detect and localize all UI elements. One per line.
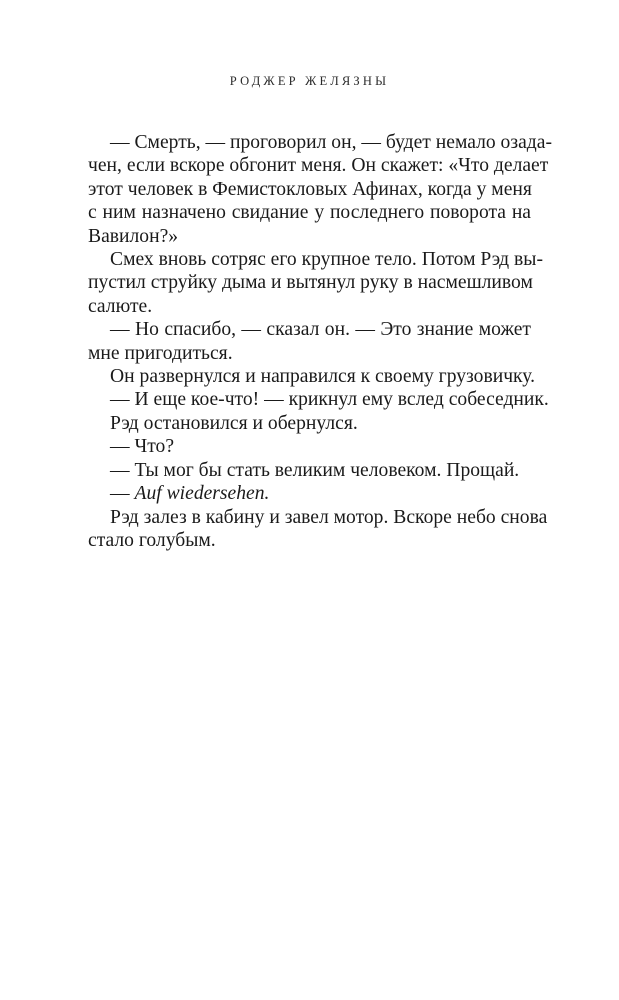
text-line [88,482,531,505]
text-line: — И еще кое-что! — крикнул ему вслед собеседник. [110,389,549,411]
text-line: — Ты мог бы стать великим человеком. Прощай. [110,459,520,481]
paragraph [88,482,531,505]
text-line: мне пригодиться. [88,342,233,364]
paragraph [88,459,531,482]
text-line: Смех вновь сотряс его крупное тело. Потом Рэд вы- [110,249,543,271]
paragraph [88,435,531,458]
text-line: Рэд остановился и обернулся. [110,412,358,434]
paragraph [88,365,536,388]
text-line: — Смерть, — проговорил он, — будет немало озада- [110,132,552,153]
text-line: — Что? [110,436,175,458]
paragraph [88,248,543,318]
paragraph [88,388,549,411]
text-line: Вавилон?» [88,225,179,247]
paragraph [88,318,531,365]
text-line: пустил струйку дыма и вытянул руку в насмешливом [88,272,533,294]
paragraph [88,506,548,553]
text-line: салюте. [88,295,153,317]
text-line: чен, если вскоре обгонит меня. Он скажет: «Что делает [88,155,549,177]
text-line: стало голубым. [88,529,216,551]
paragraph [88,412,531,435]
text-line: этот человек в Фемистокловых Афинах, когда у меня [88,178,532,200]
running-header: РОДЖЕР ЖЕЛЯЗНЫ [229,74,390,88]
body-text [88,131,552,552]
text-line: Рэд залез в кабину и завел мотор. Вскоре небо снова [110,506,548,528]
paragraph [88,131,552,248]
text-line: с ним назначено свидание у последнего поворота на [88,202,531,224]
text-line: Он развернулся и направился к своему грузовичку. [110,366,536,388]
text-line: — Но спасибо, — сказал он. — Это знание может [110,319,531,341]
dash: — [110,483,135,505]
italic-phrase: Auf wiedersehen. [134,483,270,505]
